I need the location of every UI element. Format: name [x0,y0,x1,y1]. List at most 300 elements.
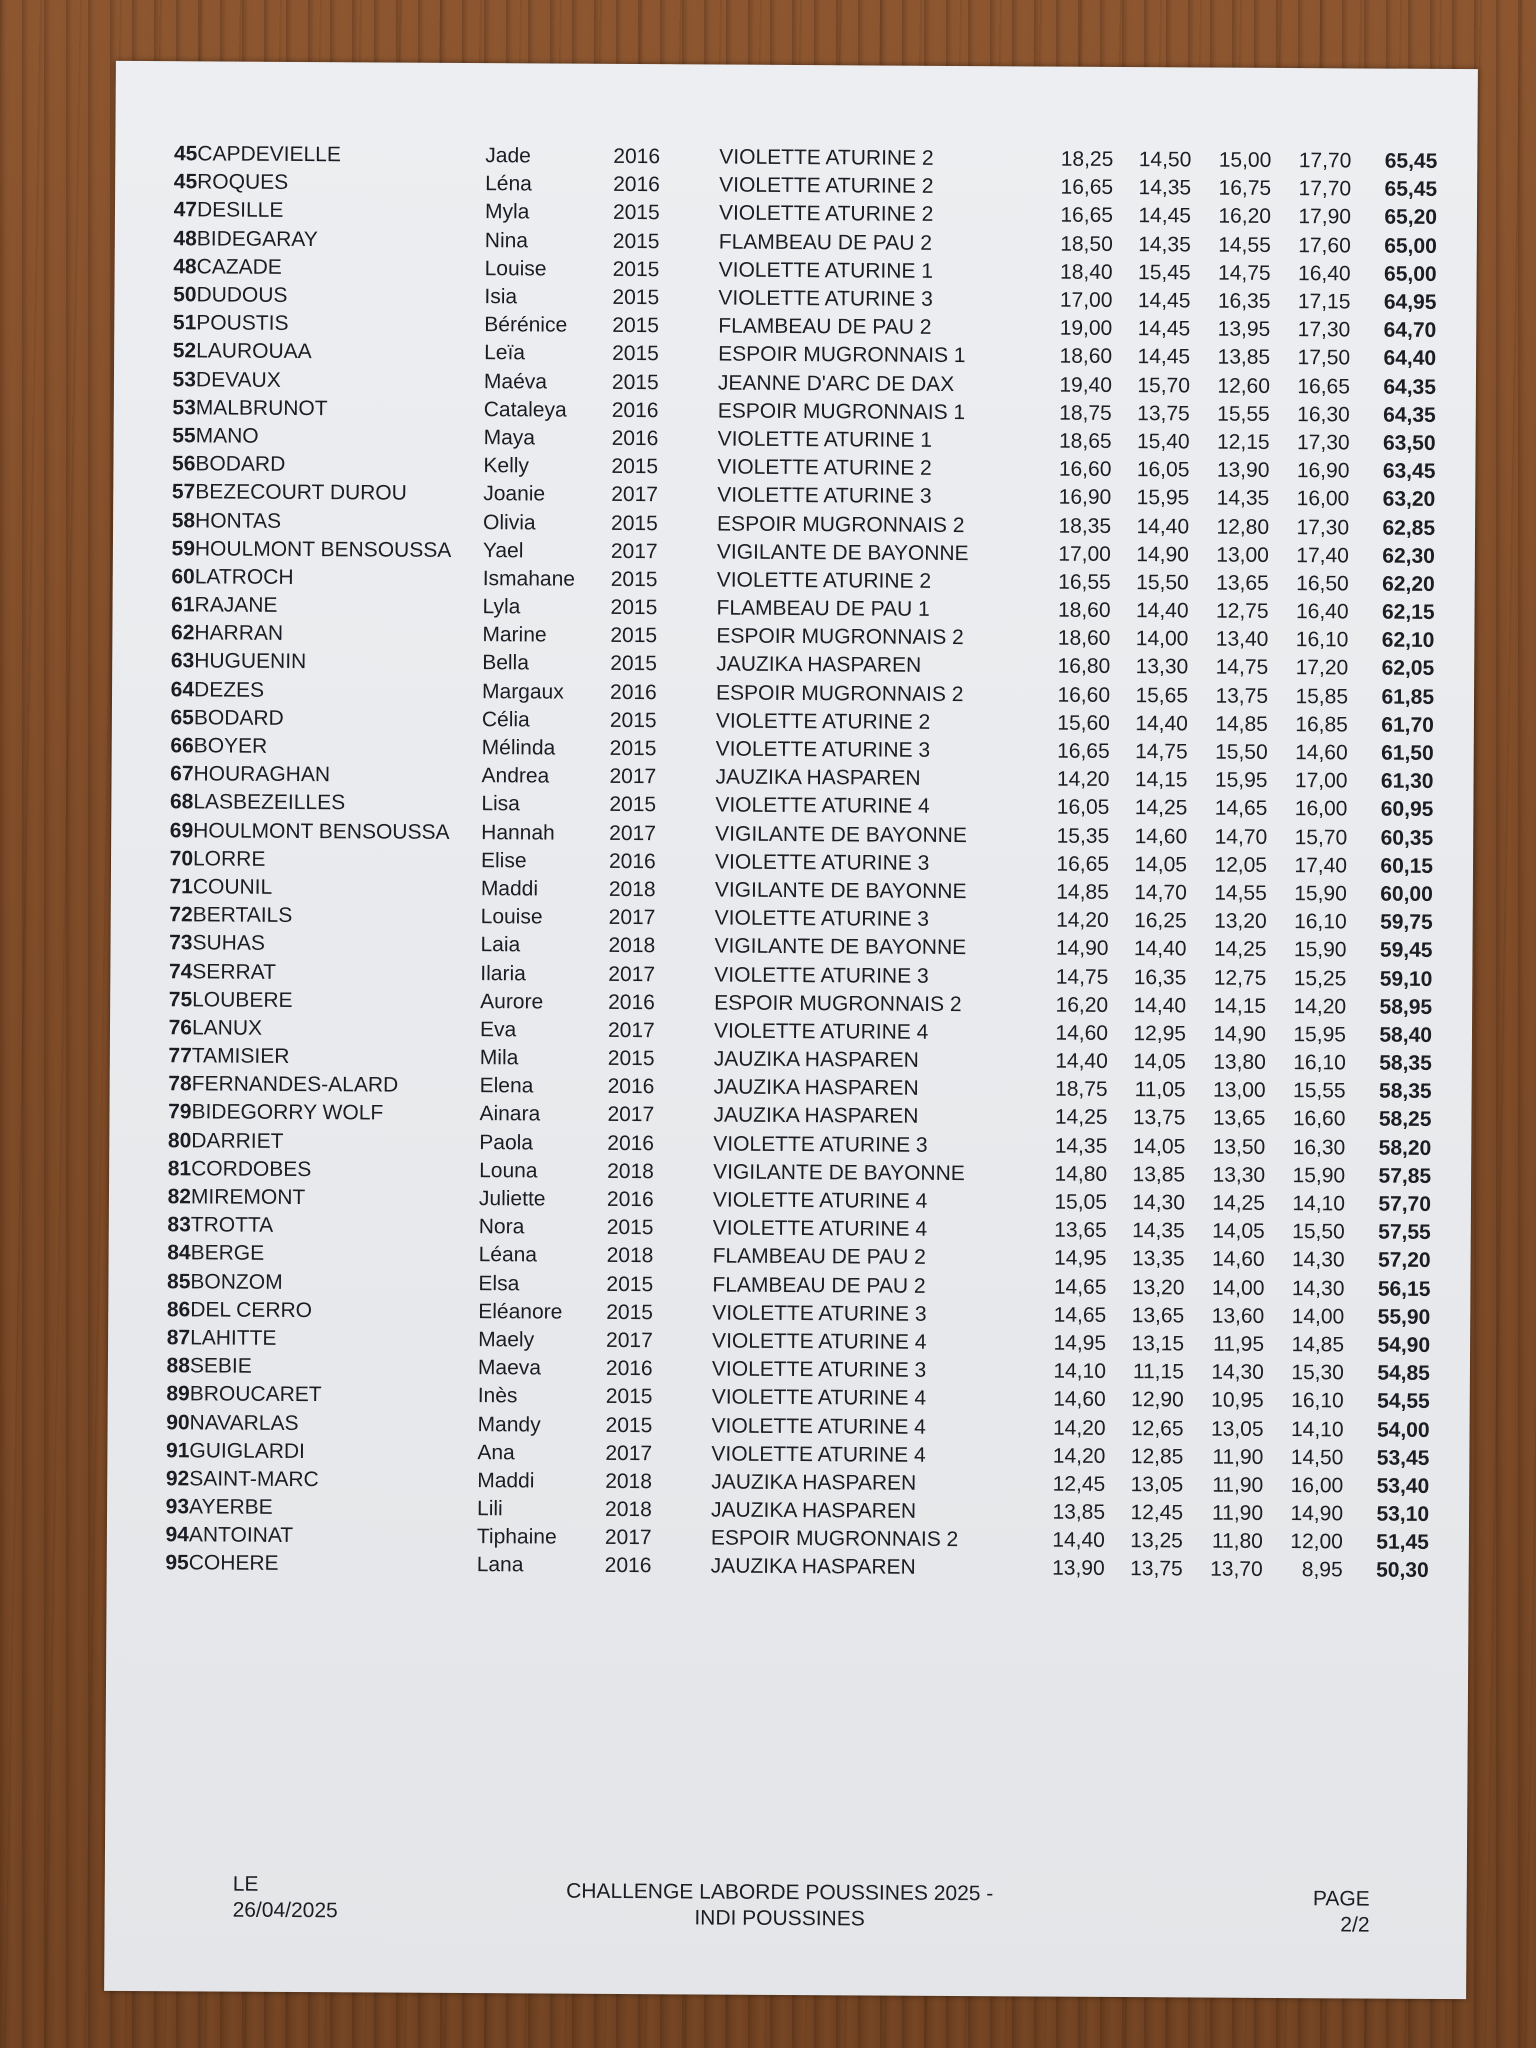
score-4-cell: 16,10 [1291,1389,1344,1413]
score-3-cell: 12,75 [1215,599,1269,624]
score-1-cell: 18,75 [1055,1077,1108,1102]
score-4-cell: 14,20 [1293,994,1347,1019]
row-spacer [1429,1501,1469,1529]
score-2-cell: 14,90 [1136,542,1189,567]
club-cell: JAUZIKA HASPAREN [710,1554,916,1580]
total-cell: 62,85 [1382,516,1436,540]
club-cell: VIGILANTE DE BAYONNE [715,822,967,847]
score-4-cell: 14,85 [1291,1333,1345,1357]
score-3-cell: 11,90 [1212,1473,1264,1497]
last-name-cell: BROUCARET [189,1382,322,1407]
first-name-cell: Lisa [481,792,520,816]
last-name-cell: DARRIET [191,1128,284,1153]
club-cell: VIOLETTE ATURINE 3 [714,963,929,988]
row-spacer [1429,1445,1469,1473]
birth-year-cell: 2016 [611,426,659,451]
last-name-cell: DESILLE [196,198,284,223]
score-1-cell: 18,35 [1058,514,1112,538]
first-name-cell: Inès [477,1384,518,1408]
score-2-cell: 14,40 [1135,599,1189,623]
score-4-cell: 16,10 [1293,1051,1346,1075]
first-name-cell: Mélinda [481,736,556,760]
first-name-cell: Mila [479,1046,519,1070]
row-spacer [1436,289,1476,317]
row-spacer [1431,1163,1471,1191]
row-spacer [1433,796,1473,824]
score-3-cell: 15,55 [1217,402,1270,426]
score-1-cell: 17,00 [1058,542,1111,566]
last-name-cell: LAHITTE [190,1326,277,1350]
last-name-cell: CAZADE [196,255,282,279]
birth-year-cell: 2016 [606,1187,654,1212]
last-name-cell: BOYER [193,734,268,758]
score-1-cell: 14,20 [1056,767,1110,792]
club-cell: JAUZIKA HASPAREN [713,1075,919,1101]
score-4-cell: 16,30 [1297,402,1350,427]
rank-cell: 94 [165,1523,189,1547]
rank-cell: 82 [167,1185,192,1209]
score-1-cell: 14,40 [1055,1049,1108,1074]
score-4-cell: 16,50 [1296,571,1349,596]
rank-cell: 74 [168,959,193,983]
score-4-cell: 14,30 [1291,1248,1345,1272]
rank-cell: 71 [169,875,193,899]
score-3-cell: 14,30 [1211,1360,1264,1385]
row-spacer [1429,1416,1469,1444]
rank-cell: 83 [167,1213,191,1237]
score-1-cell: 16,20 [1055,993,1109,1017]
first-name-cell: Cataleya [483,397,567,422]
rank-cell: 72 [169,903,193,927]
first-name-cell: Célia [481,707,530,732]
club-cell: VIOLETTE ATURINE 1 [718,258,934,283]
score-4-cell: 17,30 [1296,431,1350,455]
score-2-cell: 16,25 [1134,909,1187,933]
score-3-cell: 12,05 [1214,853,1268,877]
score-4-cell: 15,70 [1294,825,1348,849]
first-name-cell: Eva [479,1018,517,1042]
total-cell: 64,70 [1383,318,1437,343]
birth-year-cell: 2018 [606,1244,654,1268]
last-name-cell: BEZECOURT DUROU [195,480,407,505]
birth-year-cell: 2018 [608,934,656,958]
score-4-cell: 8,95 [1301,1558,1343,1582]
score-4-cell: 17,15 [1297,290,1351,314]
last-name-cell: COHERE [188,1551,279,1576]
birth-year-cell: 2017 [608,906,656,930]
total-cell: 62,15 [1381,600,1435,625]
score-2-cell: 13,05 [1130,1472,1184,1497]
row-spacer [1430,1275,1470,1303]
rank-cell: 76 [168,1016,193,1040]
score-1-cell: 16,90 [1058,485,1112,510]
birth-year-cell: 2017 [604,1526,652,1550]
score-3-cell: 14,90 [1213,1022,1267,1046]
score-2-cell: 13,30 [1135,655,1189,679]
first-name-cell: Olivia [483,510,536,534]
score-1-cell: 18,40 [1060,260,1113,284]
total-cell: 65,45 [1384,149,1438,174]
club-cell: VIOLETTE ATURINE 3 [713,1132,928,1157]
score-1-cell: 14,20 [1052,1444,1106,1468]
rank-cell: 86 [166,1297,191,1322]
row-spacer [1437,148,1477,176]
row-spacer [1434,627,1474,655]
club-cell: VIOLETTE ATURINE 4 [712,1216,928,1242]
score-1-cell: 14,95 [1053,1247,1107,1271]
last-name-cell: LORRE [192,847,266,871]
score-2-cell: 13,75 [1130,1557,1183,1581]
score-4-cell: 15,50 [1292,1220,1345,1244]
rank-cell: 88 [166,1354,191,1378]
results-sheet [104,61,1478,1999]
score-1-cell: 18,25 [1060,147,1114,172]
first-name-cell: Lili [476,1497,503,1521]
birth-year-cell: 2016 [607,1131,655,1155]
first-name-cell: Maddi [477,1468,535,1493]
score-3-cell: 13,90 [1216,458,1270,483]
rank-cell: 81 [167,1157,192,1181]
rank-cell: 70 [169,846,194,871]
total-cell: 55,90 [1377,1305,1431,1329]
birth-year-cell: 2018 [607,1159,654,1184]
first-name-cell: Margaux [481,679,564,704]
rank-cell: 69 [169,818,194,842]
row-spacer [1436,317,1476,345]
total-cell: 58,35 [1379,1051,1432,1076]
total-cell: 60,35 [1380,826,1434,850]
total-cell: 61,70 [1381,713,1434,737]
rank-cell: 85 [167,1269,191,1293]
score-2-cell: 16,05 [1136,458,1190,482]
birth-year-cell: 2015 [612,342,659,366]
club-cell: VIOLETTE ATURINE 4 [711,1385,927,1411]
last-name-cell: FERNANDES-ALARD [191,1072,399,1097]
last-name-cell: TAMISIER [191,1044,290,1069]
row-spacer [1431,1106,1471,1134]
score-1-cell: 16,60 [1058,457,1112,482]
first-name-cell: Ilaria [480,961,526,985]
score-4-cell: 14,10 [1290,1417,1344,1441]
score-1-cell: 16,65 [1057,739,1110,763]
score-4-cell: 17,50 [1297,346,1351,370]
first-name-cell: Jade [485,144,531,168]
score-4-cell: 16,00 [1296,487,1350,511]
last-name-cell: HONTAS [195,508,282,533]
total-cell: 65,00 [1383,262,1437,286]
score-4-cell: 17,70 [1298,177,1352,201]
first-name-cell: Louise [480,905,543,929]
row-spacer [1429,1557,1469,1585]
club-cell: VIOLETTE ATURINE 3 [717,483,932,509]
results-table [107,140,1478,1586]
birth-year-cell: 2015 [610,652,658,676]
score-1-cell: 14,25 [1054,1106,1108,1130]
score-4-cell: 15,85 [1295,684,1349,709]
club-cell: VIGILANTE DE BAYONNE [716,540,969,565]
score-4-cell: 17,30 [1296,515,1350,539]
first-name-cell: Elise [480,848,527,873]
score-3-cell: 15,00 [1218,148,1272,173]
row-spacer [1432,1078,1472,1106]
first-name-cell: Joanie [483,482,546,506]
score-1-cell: 16,65 [1060,175,1114,200]
birth-year-cell: 2017 [608,962,656,986]
rank-cell: 52 [172,339,197,363]
first-name-cell: Juliette [478,1187,546,1211]
last-name-cell: SEBIE [189,1354,252,1378]
row-spacer [1430,1388,1470,1416]
score-3-cell: 16,20 [1218,205,1272,229]
page-label: PAGE [1312,1887,1370,1911]
score-3-cell: 11,90 [1211,1501,1264,1525]
rank-cell: 64 [170,677,195,702]
score-2-cell: 13,25 [1130,1529,1183,1553]
score-2-cell: 12,85 [1130,1444,1184,1469]
birth-year-cell: 2016 [609,680,657,704]
score-3-cell: 12,60 [1217,374,1271,398]
rank-cell: 95 [165,1551,189,1575]
last-name-cell: LOUBERE [192,988,293,1012]
score-2-cell: 15,50 [1136,571,1189,595]
score-3-cell: 16,35 [1217,289,1271,313]
row-spacer [1434,599,1474,627]
last-name-cell: BERTAILS [192,903,293,928]
score-3-cell: 13,30 [1212,1163,1266,1187]
footer-date [233,1872,338,1925]
rank-cell: 48 [173,255,197,279]
club-cell: ESPOIR MUGRONNAIS 2 [715,681,964,706]
birth-year-cell: 2015 [605,1413,653,1437]
rank-cell: 73 [169,931,193,955]
club-cell: FLAMBEAU DE PAU 2 [718,314,932,340]
score-3-cell: 13,50 [1212,1135,1266,1159]
total-cell: 54,55 [1377,1389,1430,1414]
first-name-cell: Léana [478,1243,538,1267]
last-name-cell: LANUX [191,1016,263,1040]
score-3-cell: 13,00 [1213,1078,1266,1103]
last-name-cell: ANTOINAT [188,1523,294,1548]
club-cell: VIOLETTE ATURINE 1 [717,427,933,452]
club-cell: JAUZIKA HASPAREN [713,1103,919,1129]
total-cell: 62,05 [1381,657,1435,681]
club-cell: JAUZIKA HASPAREN [715,765,921,791]
score-4-cell: 14,60 [1295,741,1348,765]
last-name-cell: CORDOBES [191,1157,312,1181]
score-3-cell: 10,95 [1211,1388,1264,1413]
club-cell: VIGILANTE DE BAYONNE [714,934,967,960]
score-2-cell: 14,40 [1133,993,1187,1018]
score-3-cell: 14,15 [1213,994,1267,1018]
score-3-cell: 14,55 [1218,233,1271,257]
row-spacer [1432,937,1472,965]
score-2-cell: 14,25 [1134,796,1188,820]
row-spacer [1432,1050,1472,1078]
row-spacer [1437,204,1477,232]
club-cell: FLAMBEAU DE PAU 2 [712,1273,926,1298]
first-name-cell: Tiphaine [476,1525,557,1549]
row-spacer [1433,909,1473,937]
rank-cell: 58 [171,508,196,532]
score-2-cell: 14,35 [1138,232,1191,257]
first-name-cell: Lana [476,1553,524,1577]
rank-cell: 84 [167,1241,191,1265]
rank-cell: 48 [173,226,197,251]
last-name-cell: TROTTA [190,1213,274,1238]
last-name-cell: SUHAS [192,931,265,956]
score-2-cell: 15,65 [1135,683,1189,708]
birth-year-cell: 2015 [612,229,660,253]
score-1-cell: 15,35 [1056,824,1110,848]
score-2-cell: 14,70 [1134,881,1187,905]
birth-year-cell: 2015 [605,1385,653,1409]
score-2-cell: 14,05 [1134,852,1188,877]
birth-year-cell: 2015 [607,1046,655,1071]
first-name-cell: Mandy [477,1412,541,1437]
total-cell: 64,95 [1383,290,1437,314]
score-2-cell: 14,15 [1134,768,1188,792]
score-2-cell: 13,85 [1132,1162,1186,1187]
total-cell: 57,20 [1377,1248,1431,1273]
rank-cell: 91 [165,1438,190,1463]
score-1-cell: 16,60 [1057,683,1111,707]
first-name-cell: Ainara [479,1102,541,1126]
score-4-cell: 16,10 [1295,628,1349,652]
last-name-cell: POUSTIS [196,311,289,336]
birth-year-cell: 2016 [605,1357,653,1381]
total-cell: 53,40 [1376,1474,1430,1498]
score-4-cell: 16,40 [1295,600,1349,624]
birth-year-cell: 2016 [613,144,661,169]
rank-cell: 53 [172,367,197,391]
total-cell: 63,50 [1382,431,1436,455]
score-4-cell: 15,30 [1291,1361,1344,1385]
score-1-cell: 14,95 [1053,1331,1107,1355]
total-cell: 60,00 [1380,882,1433,906]
club-cell: ESPOIR MUGRONNAIS 2 [717,512,965,537]
club-cell: VIOLETTE ATURINE 2 [715,709,931,734]
score-1-cell: 18,50 [1060,232,1113,256]
score-3-cell: 13,05 [1210,1417,1264,1441]
score-3-cell: 11,95 [1213,1332,1265,1356]
last-name-cell: AYERBE [189,1495,273,1519]
club-cell: VIOLETTE ATURINE 2 [716,568,932,593]
first-name-cell: Marine [482,623,547,647]
score-2-cell: 14,60 [1134,824,1188,849]
row-spacer [1431,1134,1471,1162]
birth-year-cell: 2015 [611,370,659,394]
birth-year-cell: 2015 [612,314,660,338]
total-cell: 57,85 [1378,1164,1432,1188]
first-name-cell: Maely [478,1328,535,1352]
club-cell: ESPOIR MUGRONNAIS 2 [716,624,964,650]
score-2-cell: 13,20 [1131,1275,1185,1300]
last-name-cell: NAVARLAS [189,1410,299,1435]
score-4-cell: 17,40 [1294,853,1348,878]
score-2-cell: 13,15 [1131,1332,1185,1356]
total-cell: 65,20 [1384,206,1438,230]
last-name-cell: HOULMONT BENSOUSSA [194,537,452,562]
score-2-cell: 14,45 [1137,317,1191,341]
club-cell: VIOLETTE ATURINE 4 [711,1414,926,1439]
score-3-cell: 13,85 [1217,345,1271,370]
score-1-cell: 13,90 [1052,1557,1105,1581]
last-name-cell: HARRAN [194,621,284,646]
total-cell: 62,20 [1382,572,1435,596]
first-name-cell: Ismahane [482,567,576,591]
score-3-cell: 14,75 [1217,261,1271,285]
first-name-cell: Maya [483,426,536,450]
total-cell: 64,35 [1383,375,1437,399]
club-cell: JAUZIKA HASPAREN [711,1470,917,1495]
score-2-cell: 13,35 [1131,1247,1185,1271]
rank-cell: 57 [171,480,196,504]
total-cell: 56,15 [1377,1277,1431,1301]
score-3-cell: 13,70 [1210,1558,1263,1582]
score-2-cell: 14,05 [1133,1050,1186,1074]
last-name-cell: ROQUES [197,170,289,195]
row-spacer [1435,458,1475,486]
score-2-cell: 14,45 [1137,289,1191,313]
first-name-cell: Eléanore [478,1299,563,1324]
score-1-cell: 16,55 [1058,570,1111,594]
total-cell: 58,20 [1378,1136,1432,1160]
score-3-cell: 13,60 [1211,1304,1265,1328]
score-1-cell: 18,75 [1059,401,1112,425]
birth-year-cell: 2016 [613,173,660,197]
score-4-cell: 15,90 [1292,1163,1346,1188]
last-name-cell: LATROCH [194,565,294,589]
last-name-cell: HOURAGHAN [193,762,331,787]
rank-cell: 61 [171,593,195,617]
first-name-cell: Paola [479,1130,534,1155]
last-name-cell: MIREMONT [190,1185,306,1210]
score-3-cell: 14,05 [1212,1219,1265,1244]
rank-cell: 62 [170,621,195,645]
row-spacer [1437,176,1477,204]
last-name-cell: BODARD [193,706,284,730]
footer-title-line-2: INDI POUSSINES [694,1906,865,1931]
first-name-cell: Aurore [480,989,544,1014]
row-spacer [1435,514,1475,542]
club-cell: VIOLETTE ATURINE 2 [719,145,934,170]
score-2-cell: 14,50 [1138,148,1192,172]
first-name-cell: Andrea [481,764,550,788]
club-cell: VIOLETTE ATURINE 3 [718,286,933,311]
score-2-cell: 14,35 [1138,176,1192,200]
club-cell: JAUZIKA HASPAREN [716,653,922,678]
club-cell: VIOLETTE ATURINE 4 [713,1019,929,1044]
birth-year-cell: 2016 [608,849,656,873]
results-rows [107,140,1478,1586]
club-cell: VIOLETTE ATURINE 2 [719,173,934,199]
birth-year-cell: 2017 [609,821,656,845]
score-1-cell: 15,05 [1054,1190,1108,1214]
total-cell: 54,90 [1377,1333,1431,1357]
total-cell: 50,30 [1376,1559,1429,1583]
score-4-cell: 15,90 [1293,938,1347,962]
rank-cell: 53 [172,395,196,420]
first-name-cell: Nora [478,1215,525,1239]
first-name-cell: Kelly [483,454,530,478]
score-2-cell: 14,05 [1132,1134,1186,1159]
row-spacer [1432,994,1472,1022]
birth-year-cell: 2017 [610,539,658,563]
first-name-cell: Elsa [478,1271,520,1295]
club-cell: VIOLETTE ATURINE 3 [711,1357,927,1382]
score-2-cell: 14,75 [1135,740,1188,764]
score-3-cell: 14,25 [1213,937,1267,962]
